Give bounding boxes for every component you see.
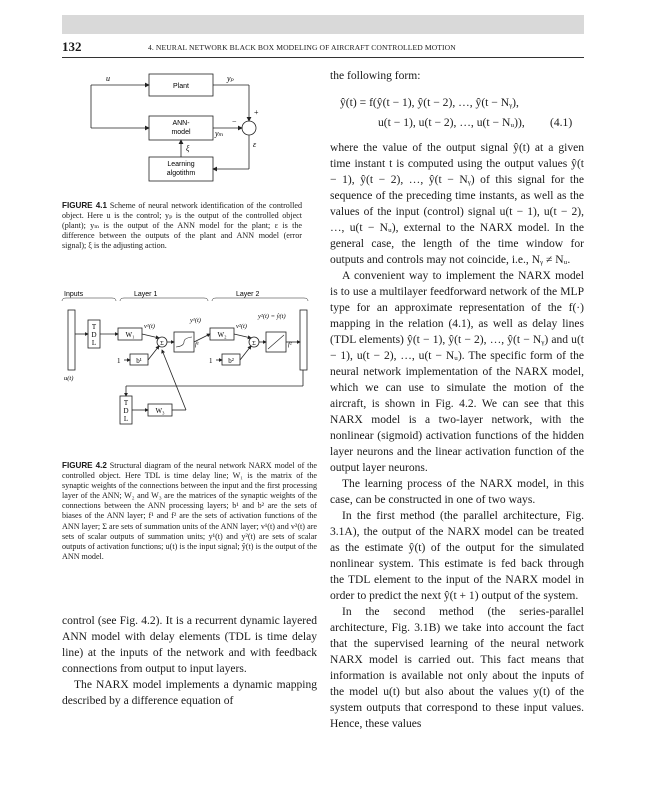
b1-label: b¹ [136,357,142,365]
left-paragraph-2: The NARX model implements a dynamic mapping described by a difference equation of [62,679,317,707]
summation-node [242,121,256,135]
sigma1-label: Σ [160,341,164,347]
equation-4-1-line-1: ŷ(t) = f(ŷ(t − 1), ŷ(t − 2), …, ŷ(t − Nᵧ), [340,96,519,109]
layer2-label: Layer 2 [236,291,260,298]
figure-4-1-diagram [62,66,302,196]
minus-sign: − [232,117,237,126]
right-paragraph-5: In the second method (the series-parallel architecture, Fig. 3.1B) we take into account the fact that the supervised learning of the neural network NARX model is carried out. This fact means that information is available not only about the inputs of the model u(t) but also about the values y(t) of the system outputs that correspond to these input values. Hence, these values [330,606,584,730]
ym-label: yₘ [215,129,224,138]
tdl-d-top: D [91,331,97,339]
tdl-l-bottom: L [123,415,129,423]
figure-4-2-diagram [62,288,320,448]
y2-label: y²(t) = ŷ(t) [258,313,286,320]
running-head: 4. NEURAL NETWORK BLACK BOX MODELING OF AIRCRAFT CONTROLLED MOTION [148,43,456,52]
right-intro: the following form: [330,70,421,82]
tdl-l-top: L [91,339,97,347]
ut-label: u(t) [64,375,74,382]
right-column-body [330,140,584,732]
one-label-1: 1 [117,357,121,365]
b2-label: b² [228,357,234,365]
plant-label: Plant [173,83,189,90]
right-paragraph-4: In the first method (the parallel architecture, Fig. 3.1A), the output of the NARX model can be treated as the estimate ŷ(t) of the output for the simulated nonlinear system. This estimate is fed back through the TDL element to the input of the NARX model in order to predict the next ŷ(t + 1) output of the system. [330,510,584,602]
learning-label-1: Learning [167,161,195,168]
f2-label: f² [288,341,292,348]
figure-4-1-caption-text: Scheme of neural network identification of the controlled object. Here u is the control; yₚ is the output of the controlled object (plant); yₘ is the output of the ANN model for the plant; ε is the difference between the outputs of the plant and ANN model (error signal); ξ is the adjusting action. [62,201,302,251]
w1-label: W₁ [125,331,135,339]
figure-4-1-caption-label: FIGURE 4.1 [62,201,107,210]
sigma2-label: Σ [252,341,256,347]
right-paragraph-1: where the value of the output signal ŷ(t) at a given time instant t is computed using the output values ŷ(t − 1), ŷ(t − 2), …, ŷ(t − Nᵧ) of this signal for the sequence of the preceding time instants, as well as the values of the input (control) signal u(t − 1), u(t − 2), …, u(t − Nᵤ), external to the NARX model. In the general case, the length of the time window for outputs and controls may not coincide, i.e., Nᵧ ≠ Nᵤ. [330,142,584,266]
page-number: 132 [62,39,82,54]
ann-label-1: ANN- [172,120,190,127]
figure-4-2-caption-label: FIGURE 4.2 [62,461,107,470]
output-bar [300,310,307,370]
input-bar [68,310,75,370]
right-paragraph-2: A convenient way to implement the NARX model is to use a multilayer feedforward network of the MLP type for an approximate representation of the f(·) mapping in the relation (4.1), as well as delay lines (TDL elements) ŷ(t − 1), ŷ(t − 2), …, ŷ(t − Nᵧ) and u(t − 1), u(t − 2), …, u(t − Nᵤ). The specific form of the neural network implementation of the NARX model, which we can use to simulate the motion of the aircraft, is shown in Fig. 4.2. We can see that this NARX model is a two-layer network, with the nonlinear (sigmoid) activation functions of the hidden layer neurons and the linear activation function of the output layer neurons. [330,270,584,474]
equation-4-1-number: (4.1) [550,116,573,129]
layer1-label: Layer 1 [134,291,158,298]
f1-label: f¹ [195,341,199,348]
tdl-d-bottom: D [123,407,129,415]
figure-4-2-caption-text: Structural diagram of the neural network NARX model of the controlled object. Here TDL is time delay line; W₁ is the matrix of the synaptic weights of the connections between the input and the first processing layer of the ANN; W₂ and W₃ are the matrices of the synaptic weights of the connections between the ANN processing layers; b¹ and b² are the sets of biases of the ANN layer; f¹ and f² are the sets of activation functions of the ANN layer; Σ are sets of summation units of the ANN layer; v¹(t) and v²(t) are sets of scalar outputs of summation units; y¹(t) and y²(t) are sets of scalar outputs of activation functions; u(t) is the input signal; ŷ(t) is the output of the ANN model. [62,461,317,561]
y1-label: y¹(t) [190,317,201,324]
right-paragraph-3: The learning process of the NARX model, in this case, can be constructed in one of two ways. [330,478,584,506]
one-label-2: 1 [209,357,213,365]
left-paragraph-1: control (see Fig. 4.2). It is a recurrent dynamic layered ANN model with delay elements (TDL is time delay line) at the inputs of the network and with feedback connections from output to input layers. [62,615,317,675]
learning-label-2: algotithm [166,170,196,177]
figure-4-2-caption [62,461,317,562]
right-column-intro [330,68,584,84]
inputs-label: Inputs [64,291,84,298]
w3-label: W₃ [155,407,165,415]
left-column [62,613,317,709]
xi-label: ξ [186,144,190,153]
tdl-t-top: T [91,323,97,331]
header-rule [62,57,584,58]
header-bar [62,15,584,34]
yp-label: yₚ [227,74,234,83]
plus-sign: + [254,108,259,117]
v2-label: v²(t) [236,323,247,330]
u-label: u [106,74,110,83]
equation-4-1-line-2: u(t − 1), u(t − 2), …, u(t − Nᵤ)), [378,116,525,129]
eps-label: ε [253,140,257,149]
ann-label-2: model [171,129,191,136]
w2-label: W₂ [217,331,227,339]
figure-4-1-caption [62,201,302,251]
v1-label: v¹(t) [144,323,155,330]
tdl-t-bottom: T [123,399,129,407]
